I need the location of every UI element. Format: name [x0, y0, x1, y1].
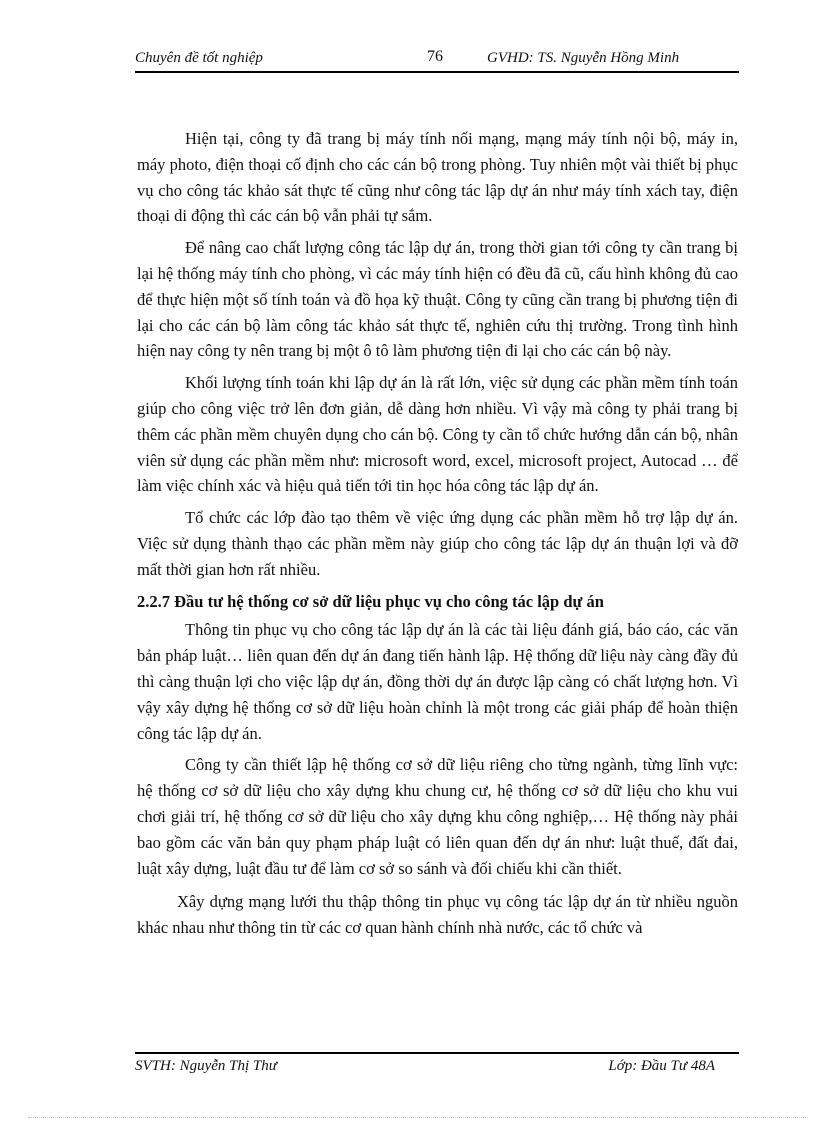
paragraph-information: Thông tin phục vụ cho công tác lập dự án là các tài liệu đánh giá, báo cáo, các văn bản pháp luật… liên quan đến dự án đang tiến hành lập. Hệ thống dữ liệu này càng đầy đủ thì càng thuận lợi cho việc lập dự án, đồng thời dự án được lập càng có chất lượng hơn. Vì vậy xây dựng hệ thống cơ sở dữ liệu hoàn chỉnh là một trong các giải pháp để hoàn thiện công tác lập dự án. — [137, 620, 738, 743]
paragraph-upgrade-computers: Để nâng cao chất lượng công tác lập dự án, trong thời gian tới công ty cần trang bị lại hệ thống máy tính cho phòng, vì các máy tính hiện có đều đã cũ, cấu hình không đủ cao để thực hiện một số tính toán và đồ họa kỹ thuật. Công ty cũng cần trang bị phương tiện đi lại cho các cán bộ làm công tác khảo sát thực tế, nghiên cứu thị trường. Trong tình hình hiện nay công ty nên trang bị một ô tô làm phương tiện đi lại cho các cán bộ này. — [137, 238, 738, 361]
header-supervisor: GVHD: TS. Nguyễn Hồng Minh — [487, 50, 680, 66]
page-body — [137, 126, 738, 947]
paragraph-equipment: Hiện tại, công ty đã trang bị máy tính nối mạng, mạng máy tính nội bộ, máy in, máy photo, điện thoại cố định cho các cán bộ trong phòng. Tuy nhiên một vài thiết bị phục vụ cho công tác khảo sát thực tế cũng như công tác lập dự án như máy tính xách tay, điện thoại di động thì các cán bộ vẫn phải tự sắm. — [137, 129, 738, 226]
paragraph-database: Công ty cần thiết lập hệ thống cơ sở dữ liệu riêng cho từng ngành, từng lĩnh vực: hệ thống cơ sở dữ liệu cho xây dựng khu chung cư, hệ thống cơ sở dữ liệu cho khu vui chơi giải trí, hệ thống cơ sở dữ liệu cho xây dựng khu công nghiệp,… Hệ thống này phải bao gồm các văn bản quy phạm pháp luật có liên quan đến dự án như: luật thuế, đất đai, luật xây dựng, luật đầu tư để làm cơ sở so sánh và đối chiếu khi cần thiết. — [137, 755, 738, 878]
header-document-title: Chuyên đề tốt nghiệp — [135, 50, 263, 66]
footer-student: SVTH: Nguyễn Thị Thư — [135, 1058, 277, 1074]
paragraph-software: Khối lượng tính toán khi lập dự án là rất lớn, việc sử dụng các phần mềm tính toán giúp cho công việc trở lên đơn giản, dễ dàng hơn nhiều. Vì vậy mà công ty phải trang bị thêm các phần mềm chuyên dụng cho cán bộ. Công ty cần tổ chức hướng dẫn cán bộ, nhân viên sử dụng các phần mềm như: microsoft word, excel, microsoft project, Autocad … để làm việc chính xác và hiệu quả tiến tới tin học hóa công tác lập dự án. — [137, 373, 738, 496]
section-heading: 2.2.7 Đầu tư hệ thống cơ sở dữ liệu phục vụ cho công tác lập dự án — [137, 591, 604, 611]
page-number: 76 — [427, 48, 443, 65]
page-edge-line — [28, 1117, 808, 1118]
paragraph-training: Tổ chức các lớp đào tạo thêm về việc ứng dụng các phần mềm hỗ trợ lập dự án. Việc sử dụng thành thạo các phần mềm này giúp cho công tác lập dự án thuận lợi và đỡ mất thời gian hơn rất nhiều. — [137, 508, 738, 579]
header-divider — [135, 71, 739, 73]
paragraph-network: Xây dựng mạng lưới thu thập thông tin phục vụ công tác lập dự án từ nhiều nguồn khác nhau như thông tin từ các cơ quan hành chính nhà nước, các tổ chức và — [137, 892, 738, 938]
page-header — [135, 46, 739, 72]
footer-divider — [135, 1052, 739, 1054]
footer-class: Lớp: Đầu Tư 48A — [608, 1058, 715, 1074]
